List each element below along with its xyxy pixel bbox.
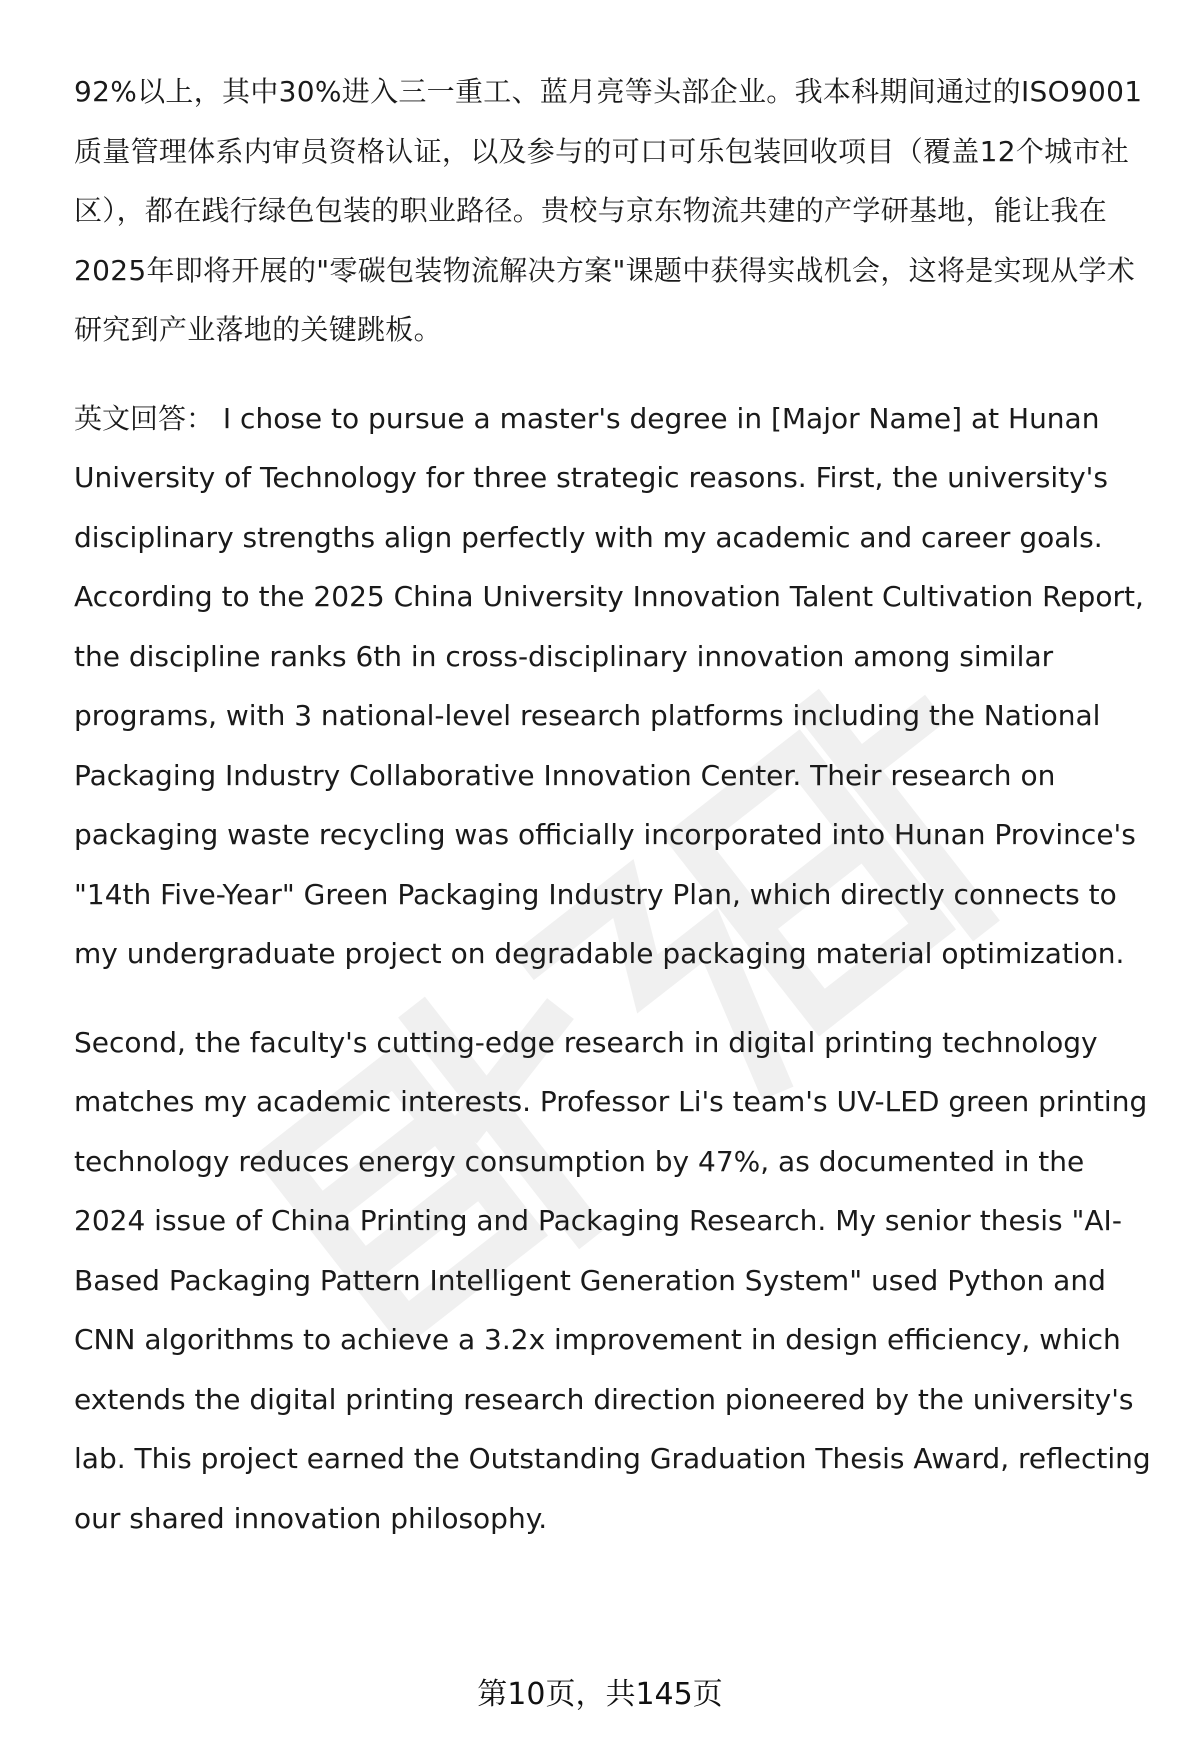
document-body [74,62,1156,1548]
paragraph-chinese-continuation: 92%以上，其中30%进入三一重工、蓝月亮等头部企业。我本科期间通过的ISO9001质量管理体系内审员资格认证，以及参与的可口可乐包装回收项目（覆盖12个城市社区），都在践行绿色包装的职业路径。贵校与京东物流共建的产学研基地，能让我在2025年即将开展的"零碳包装物流解决方案"课题中获得实战机会，这将是实现从学术研究到产业落地的关键跳板。 [74,75,1143,346]
page-number-footer: 第10页，共145页 [477,1677,723,1712]
paragraph-english-answer: 英文回答： I chose to pursue a master's degree in [Major Name] at Hunan University of Technology for three strategic reasons. First, the university's disciplinary strengths align perfectly with my academic and career goals. According to the 2025 China University Innovation Talent Cultivation Report, the discipline ranks 6th in cross-disciplinary innovation among similar programs, with 3 national-level research platforms including the National Packaging Industry Collaborative Innovation Center. Their research on packaging waste recycling was officially incorporated into Hunan Province's "14th Five-Year" Green Packaging Industry Plan, which directly connects to my undergraduate project on degradable packaging material optimization. [74,401,1144,970]
paragraph-second-reason: Second, the faculty's cutting-edge research in digital printing technology matches my academic interests. Professor Li's team's UV-LED green printing technology reduces energy consumption by 47%, as documented in the 2024 issue of China Printing and Packaging Research. My senior thesis "AI-Based Packaging Pattern Intelligent Generation System" used Python and CNN algorithms to achieve a 3.2x improvement in design efficiency, which extends the digital printing research direction pioneered by the university's lab. This project earned the Outstanding Graduation Thesis Award, reflecting our shared innovation philosophy. [74,1025,1151,1535]
